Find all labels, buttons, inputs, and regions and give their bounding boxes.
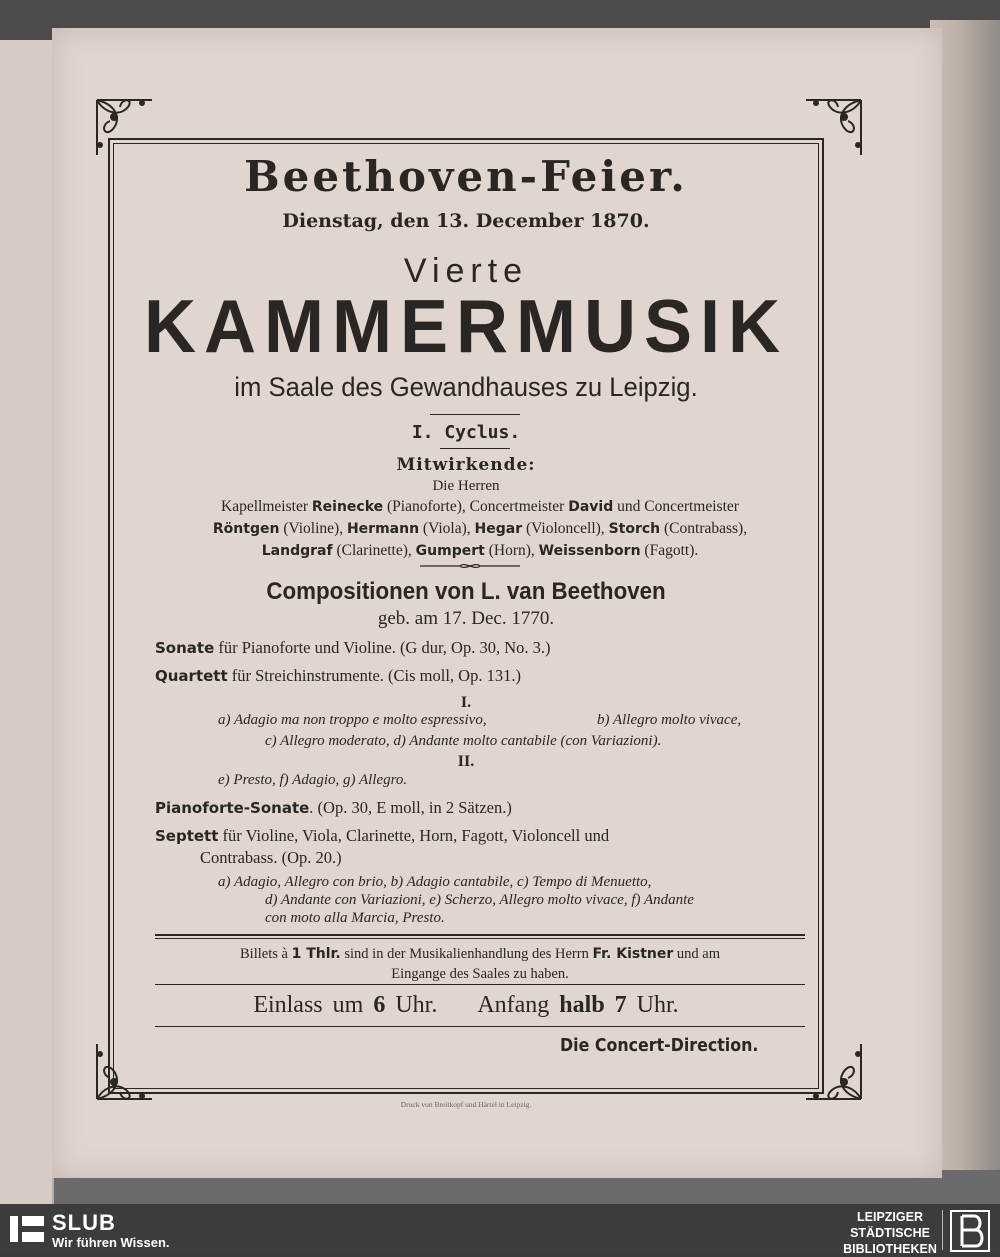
septett-movements: con moto alla Marcia, Presto.	[265, 910, 445, 926]
quartett-movement: c) Allegro moderato, d) Andante molto cantabile (con Variazioni).	[265, 733, 662, 749]
performers-list: Kapellmeister Reinecke (Pianoforte), Concertmeister David und Concertmeister Röntgen (Violine), Hermann (Viola), Hegar (Violoncell), Storch (Contrabass), Landgraf (Clarinette), Gumpert (Horn), Weissenborn (Fagott).	[212, 498, 748, 559]
concert-ordinal: Vierte	[403, 252, 529, 290]
ticket-price: 1 Thlr.	[291, 946, 341, 962]
concert-headline: KAMMERMUSIK	[144, 285, 788, 369]
concert-date: Dienstag, den 13. December 1870.	[282, 210, 650, 232]
slub-tagline: Wir führen Wissen.	[52, 1235, 170, 1250]
program-septett: Septett für Violine, Viola, Clarinette, Horn, Fagott, Violoncell und	[155, 826, 610, 845]
performer-name: Storch	[608, 521, 661, 537]
divider	[430, 414, 520, 415]
ornament-bottom-left-icon	[92, 1034, 162, 1104]
composer-birth: geb. am 17. Dec. 1770.	[377, 608, 555, 629]
septett-movements: d) Andante con Variazioni, e) Scherzo, Allegro molto vivace, f) Andante	[265, 892, 694, 908]
performer-name: Weissenborn	[538, 543, 641, 559]
ticket-info: Billets à 1 Thlr. sind in der Musikalienhandlung des Herrn Fr. Kistner und am Eingange des Saales zu haben.	[240, 946, 720, 982]
printer-imprint: Druck von Breitkopf und Härtel in Leipzig.	[400, 1100, 532, 1109]
program-sonate: Sonate für Pianoforte und Violine. (G dur, Op. 30, No. 3.)	[155, 638, 551, 657]
poster-title: Beethoven-Feier.	[244, 152, 688, 201]
lsb-logo-icon[interactable]	[950, 1210, 990, 1252]
performer-name: Hegar	[474, 521, 523, 537]
performer-name: David	[568, 499, 614, 515]
septett-movements: a) Adagio, Allegro con brio, b) Adagio cantabile, c) Tempo di Menuetto,	[218, 874, 652, 890]
performers-intro: Die Herren	[432, 478, 500, 494]
flourish-divider-icon	[420, 561, 520, 571]
performer-name: Gumpert	[415, 543, 485, 559]
concert-cycle: I. Cyclus.	[411, 422, 521, 443]
concert-venue: im Saale des Gewandhauses zu Leipzig.	[234, 372, 698, 402]
divider	[440, 448, 510, 449]
slub-logo-icon[interactable]	[10, 1214, 44, 1244]
divider	[155, 1026, 805, 1027]
performer-name: Landgraf	[261, 543, 333, 559]
concert-direction: Die Concert-Direction.	[560, 1035, 759, 1056]
divider	[155, 984, 805, 985]
ornament-bottom-right-icon	[796, 1034, 866, 1104]
left-page	[0, 40, 54, 1204]
performer-name: Röntgen	[212, 521, 280, 537]
divider	[155, 938, 805, 939]
quartett-part-two: II.	[457, 753, 475, 770]
program-quartett: Quartett für Streichinstrumente. (Cis moll, Op. 131.)	[155, 666, 521, 685]
performers-heading: Mitwirkende:	[396, 455, 536, 475]
admission-times: Einlass um 6 Uhr. Anfang halb 7 Uhr.	[253, 992, 679, 1018]
performer-name: Hermann	[346, 521, 420, 537]
quartett-part-one: I.	[460, 694, 472, 711]
slub-name[interactable]: SLUB	[52, 1210, 116, 1235]
quartett-movement: e) Presto, f) Adagio, g) Allegro.	[218, 772, 408, 788]
program-pianoforte-sonate: Pianoforte-Sonate. (Op. 30, E moll, in 2 Sätzen.)	[155, 798, 512, 817]
quartett-movement: b) Allegro molto vivace,	[597, 712, 742, 728]
performer-name: Reinecke	[311, 499, 384, 515]
ticket-seller: Fr. Kistner	[592, 946, 674, 962]
footer-separator	[942, 1210, 943, 1250]
program-septett-cont: Contrabass. (Op. 20.)	[200, 848, 342, 867]
compositions-heading: Compositionen von L. van Beethoven	[266, 578, 666, 605]
quartett-movement: a) Adagio ma non troppo e molto espressivo,	[218, 712, 487, 728]
divider	[155, 934, 805, 936]
lsb-name[interactable]: LEIPZIGER STÄDTISCHE BIBLIOTHEKEN	[843, 1210, 937, 1256]
footer-bar	[0, 1204, 1000, 1254]
